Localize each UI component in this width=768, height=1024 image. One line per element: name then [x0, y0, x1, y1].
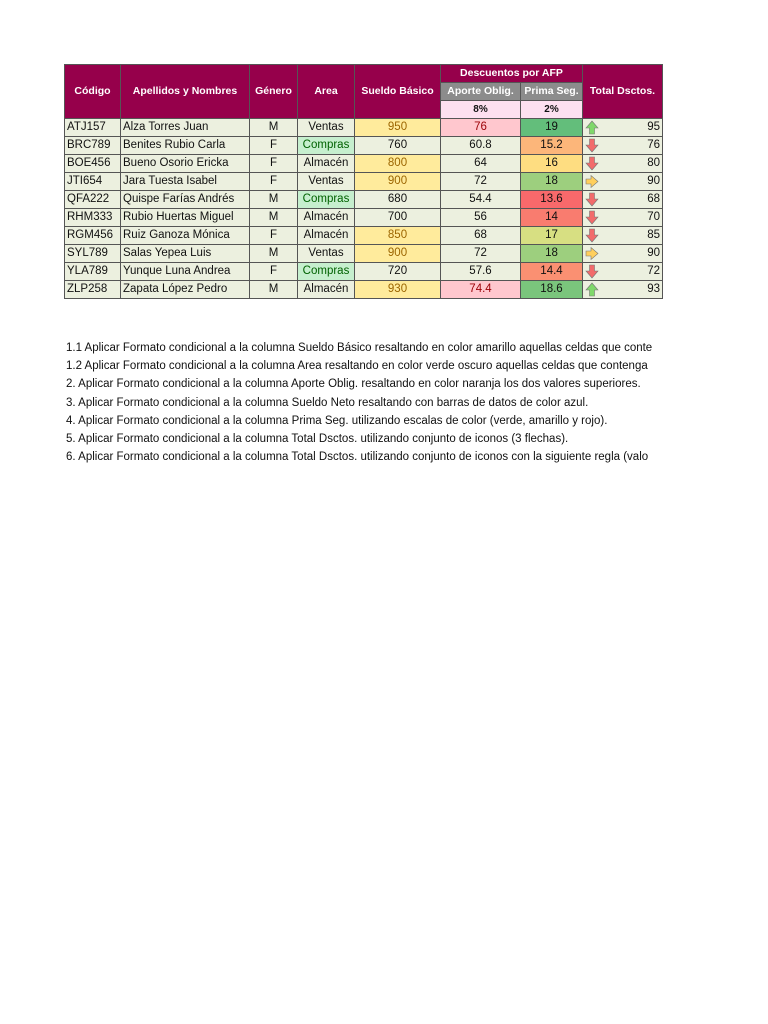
cell-prima[interactable]: [521, 155, 583, 173]
cell-codigo[interactable]: [65, 245, 121, 263]
cell-codigo-value: RGM456: [67, 229, 114, 241]
cell-codigo[interactable]: [65, 263, 121, 281]
cell-genero[interactable]: [250, 191, 298, 209]
cell-codigo-value: JTI654: [67, 175, 103, 187]
instructions: [66, 339, 664, 466]
header-total[interactable]: Total Dsctos.: [583, 65, 663, 119]
cell-aporte[interactable]: [441, 281, 521, 299]
header-genero[interactable]: Género: [250, 65, 298, 119]
cell-prima[interactable]: [521, 191, 583, 209]
cell-total-value: 68: [647, 193, 660, 205]
cell-sueldo[interactable]: [355, 137, 441, 155]
cell-total[interactable]: [583, 263, 663, 281]
cell-nombre[interactable]: [121, 281, 250, 299]
cell-codigo-value: ATJ157: [67, 121, 106, 133]
cell-area[interactable]: [298, 209, 355, 227]
cell-prima-value: 17: [545, 229, 558, 241]
cell-area[interactable]: [298, 119, 355, 137]
cell-prima[interactable]: [521, 209, 583, 227]
cell-sueldo[interactable]: [355, 155, 441, 173]
cell-aporte-value: 54.4: [469, 193, 492, 205]
arrow-down-icon: [585, 228, 599, 243]
cell-aporte-value: 72: [474, 175, 487, 187]
table-row: [65, 119, 663, 137]
header-aporte[interactable]: Aporte Oblig.: [441, 83, 521, 101]
cell-codigo-value: YLA789: [67, 265, 108, 277]
cell-area-value: Almacén: [303, 229, 349, 241]
note-6[interactable]: 6. Aplicar Formato condicional a la columna Total Dsctos. utilizando conjunto de iconos con la siguiente regla (valo: [66, 451, 649, 464]
cell-prima[interactable]: [521, 245, 583, 263]
cell-aporte[interactable]: [441, 155, 521, 173]
cell-nombre[interactable]: [121, 119, 250, 137]
cell-aporte-value: 76: [474, 121, 487, 133]
cell-total-value: 76: [647, 139, 660, 151]
cell-nombre[interactable]: [121, 173, 250, 191]
cell-prima[interactable]: [521, 263, 583, 281]
cell-prima-value: 13.6: [540, 193, 563, 205]
cell-codigo-value: BOE456: [67, 157, 111, 169]
cell-area[interactable]: [298, 137, 355, 155]
cell-nombre-value: Ruiz Ganoza Mónica: [123, 229, 230, 241]
cell-sueldo-value: 760: [387, 139, 408, 151]
header-codigo[interactable]: Código: [65, 65, 121, 119]
cell-total[interactable]: [583, 227, 663, 245]
cell-total[interactable]: [583, 155, 663, 173]
arrow-up-icon: [585, 282, 599, 297]
cell-nombre[interactable]: [121, 227, 250, 245]
cell-nombre-value: Alza Torres Juan: [123, 121, 209, 133]
cell-area-value: Compras: [302, 139, 350, 151]
cell-genero-value: M: [268, 247, 279, 259]
cell-nombre[interactable]: [121, 245, 250, 263]
header-prima[interactable]: Prima Seg.: [521, 83, 583, 101]
cell-total[interactable]: [583, 137, 663, 155]
cell-genero[interactable]: [250, 263, 298, 281]
cell-area-value: Ventas: [308, 175, 344, 187]
cell-prima[interactable]: [521, 281, 583, 299]
cell-total-value: 90: [647, 175, 660, 187]
cell-sueldo-value: 930: [387, 283, 408, 295]
arrow-up-icon: [585, 120, 599, 135]
cell-aporte[interactable]: [441, 119, 521, 137]
cell-area[interactable]: [298, 245, 355, 263]
cell-codigo-value: QFA222: [67, 193, 110, 205]
prima-percent[interactable]: 2%: [521, 101, 583, 119]
cell-sueldo-value: 700: [387, 211, 408, 223]
cell-codigo[interactable]: [65, 227, 121, 245]
cell-total[interactable]: [583, 191, 663, 209]
cell-genero-value: M: [268, 193, 279, 205]
cell-genero[interactable]: [250, 119, 298, 137]
cell-prima[interactable]: [521, 119, 583, 137]
table-row: [65, 263, 663, 281]
cell-total[interactable]: [583, 281, 663, 299]
cell-sueldo-value: 720: [387, 265, 408, 277]
cell-sueldo[interactable]: [355, 191, 441, 209]
cell-nombre-value: Jara Tuesta Isabel: [123, 175, 217, 187]
cell-genero[interactable]: [250, 155, 298, 173]
cell-nombre-value: Benites Rubio Carla: [123, 139, 226, 151]
cell-total-value: 85: [647, 229, 660, 241]
cell-sueldo[interactable]: [355, 245, 441, 263]
cell-prima-value: 19: [545, 121, 558, 133]
cell-area-value: Compras: [302, 265, 350, 277]
cell-genero[interactable]: [250, 209, 298, 227]
cell-nombre[interactable]: [121, 191, 250, 209]
arrow-side-icon: [585, 174, 599, 189]
arrow-down-icon: [585, 138, 599, 153]
cell-nombre[interactable]: [121, 155, 250, 173]
cell-total-value: 80: [647, 157, 660, 169]
cell-area[interactable]: [298, 155, 355, 173]
table-row: [65, 191, 663, 209]
note-1-1[interactable]: 1.1 Aplicar Formato condicional a la columna Sueldo Básico resaltando en color amarillo aquellas celdas que conte: [66, 342, 653, 354]
cell-prima[interactable]: [521, 227, 583, 245]
aporte-percent[interactable]: 8%: [441, 101, 521, 119]
cell-codigo[interactable]: [65, 281, 121, 299]
cell-area[interactable]: [298, 281, 355, 299]
table-row: [65, 137, 663, 155]
cell-genero[interactable]: [250, 281, 298, 299]
cell-nombre-value: Zapata López Pedro: [123, 283, 228, 295]
cell-aporte-value: 68: [474, 229, 487, 241]
cell-genero-value: F: [269, 175, 278, 187]
cell-aporte-value: 74.4: [469, 283, 492, 295]
cell-total[interactable]: [583, 209, 663, 227]
cell-prima-value: 14.4: [540, 265, 563, 277]
arrow-side-icon: [585, 246, 599, 261]
cell-genero[interactable]: [250, 173, 298, 191]
cell-nombre-value: Quispe Farías Andrés: [123, 193, 235, 205]
cell-nombre-value: Rubio Huertas Miguel: [123, 211, 234, 223]
cell-prima-value: 18: [545, 247, 558, 259]
cell-aporte-value: 60.8: [469, 139, 492, 151]
header-afp-group[interactable]: Descuentos por AFP: [441, 65, 583, 83]
arrow-down-icon: [585, 156, 599, 171]
cell-prima[interactable]: [521, 137, 583, 155]
cell-sueldo[interactable]: [355, 263, 441, 281]
cell-aporte[interactable]: [441, 227, 521, 245]
cell-total-value: 72: [647, 265, 660, 277]
cell-genero[interactable]: [250, 245, 298, 263]
cell-aporte[interactable]: [441, 191, 521, 209]
cell-area-value: Almacén: [303, 211, 349, 223]
cell-area[interactable]: [298, 263, 355, 281]
cell-sueldo-value: 900: [387, 247, 408, 259]
note-2[interactable]: 2. Aplicar Formato condicional a la columna Aporte Oblig. resaltando en color naranja los dos valores superiores.: [66, 378, 641, 391]
cell-total[interactable]: [583, 173, 663, 191]
cell-aporte[interactable]: [441, 263, 521, 281]
cell-aporte-value: 64: [474, 157, 487, 169]
cell-codigo-value: RHM333: [67, 211, 113, 223]
cell-genero-value: M: [268, 283, 279, 295]
table-row: [65, 281, 663, 299]
cell-prima[interactable]: [521, 173, 583, 191]
payroll-table: [64, 64, 663, 299]
header-sueldo[interactable]: Sueldo Básico: [355, 65, 441, 119]
cell-prima-value: 14: [545, 211, 558, 223]
cell-aporte-value: 72: [474, 247, 487, 259]
note-5[interactable]: 5. Aplicar Formato condicional a la columna Total Dsctos. utilizando conjunto de iconos (3 flechas).: [66, 432, 569, 445]
cell-aporte[interactable]: [441, 245, 521, 263]
cell-codigo[interactable]: [65, 173, 121, 191]
cell-prima-value: 18.6: [540, 283, 563, 295]
cell-genero-value: M: [268, 121, 279, 133]
cell-sueldo[interactable]: [355, 209, 441, 227]
cell-total-value: 93: [647, 283, 660, 295]
cell-genero-value: M: [268, 211, 279, 223]
cell-codigo[interactable]: [65, 209, 121, 227]
cell-aporte-value: 56: [474, 211, 487, 223]
cell-genero-value: F: [269, 229, 278, 241]
cell-total-value: 90: [647, 247, 660, 259]
cell-nombre-value: Yunque Luna Andrea: [123, 265, 231, 277]
note-3[interactable]: 3. Aplicar Formato condicional a la columna Sueldo Neto resaltando con barras de datos de color azul.: [66, 396, 589, 409]
arrow-down-icon: [585, 210, 599, 225]
cell-genero[interactable]: [250, 137, 298, 155]
cell-aporte-value: 57.6: [469, 265, 492, 277]
cell-area[interactable]: [298, 191, 355, 209]
cell-sueldo[interactable]: [355, 119, 441, 137]
cell-codigo[interactable]: [65, 155, 121, 173]
cell-aporte[interactable]: [441, 137, 521, 155]
cell-genero[interactable]: [250, 227, 298, 245]
cell-nombre-value: Bueno Osorio Ericka: [123, 157, 229, 169]
cell-area-value: Ventas: [308, 121, 344, 133]
table-row: [65, 155, 663, 173]
cell-sueldo-value: 950: [387, 121, 408, 133]
table-row: [65, 173, 663, 191]
table-row: [65, 245, 663, 263]
cell-aporte[interactable]: [441, 209, 521, 227]
table-row: [65, 227, 663, 245]
cell-codigo[interactable]: [65, 137, 121, 155]
cell-total-value: 70: [647, 211, 660, 223]
cell-sueldo[interactable]: [355, 173, 441, 191]
cell-total-value: 95: [647, 121, 660, 133]
cell-area[interactable]: [298, 173, 355, 191]
cell-area-value: Almacén: [303, 283, 349, 295]
cell-nombre[interactable]: [121, 137, 250, 155]
cell-nombre-value: Salas Yepea Luis: [123, 247, 212, 259]
cell-area-value: Ventas: [308, 247, 344, 259]
cell-nombre[interactable]: [121, 263, 250, 281]
cell-prima-value: 16: [545, 157, 558, 169]
cell-codigo[interactable]: [65, 191, 121, 209]
cell-total[interactable]: [583, 119, 663, 137]
cell-sueldo-value: 900: [387, 175, 408, 187]
cell-sueldo-value: 850: [387, 229, 408, 241]
cell-genero-value: F: [269, 139, 278, 151]
cell-genero-value: F: [269, 265, 278, 277]
cell-codigo-value: BRC789: [67, 139, 111, 151]
header-nombres[interactable]: Apellidos y Nombres: [121, 65, 250, 119]
cell-codigo-value: SYL789: [67, 247, 108, 259]
cell-area-value: Compras: [302, 193, 350, 205]
arrow-down-icon: [585, 192, 599, 207]
cell-sueldo-value: 800: [387, 157, 408, 169]
cell-nombre[interactable]: [121, 209, 250, 227]
cell-genero-value: F: [269, 157, 278, 169]
cell-aporte[interactable]: [441, 173, 521, 191]
arrow-down-icon: [585, 264, 599, 279]
cell-total[interactable]: [583, 245, 663, 263]
cell-codigo-value: ZLP258: [67, 283, 108, 295]
note-1-2[interactable]: 1.2 Aplicar Formato condicional a la columna Area resaltando en color verde oscuro aquellas celdas que contenga: [66, 360, 648, 373]
table-row: [65, 209, 663, 227]
cell-sueldo-value: 680: [387, 193, 408, 205]
cell-prima-value: 15.2: [540, 139, 563, 151]
cell-sueldo[interactable]: [355, 281, 441, 299]
cell-sueldo[interactable]: [355, 227, 441, 245]
cell-prima-value: 18: [545, 175, 558, 187]
header-area[interactable]: Area: [298, 65, 355, 119]
note-4[interactable]: 4. Aplicar Formato condicional a la columna Prima Seg. utilizando escalas de color (verde, amarillo y rojo).: [66, 414, 608, 427]
cell-area[interactable]: [298, 227, 355, 245]
cell-area-value: Almacén: [303, 157, 349, 169]
cell-codigo[interactable]: [65, 119, 121, 137]
